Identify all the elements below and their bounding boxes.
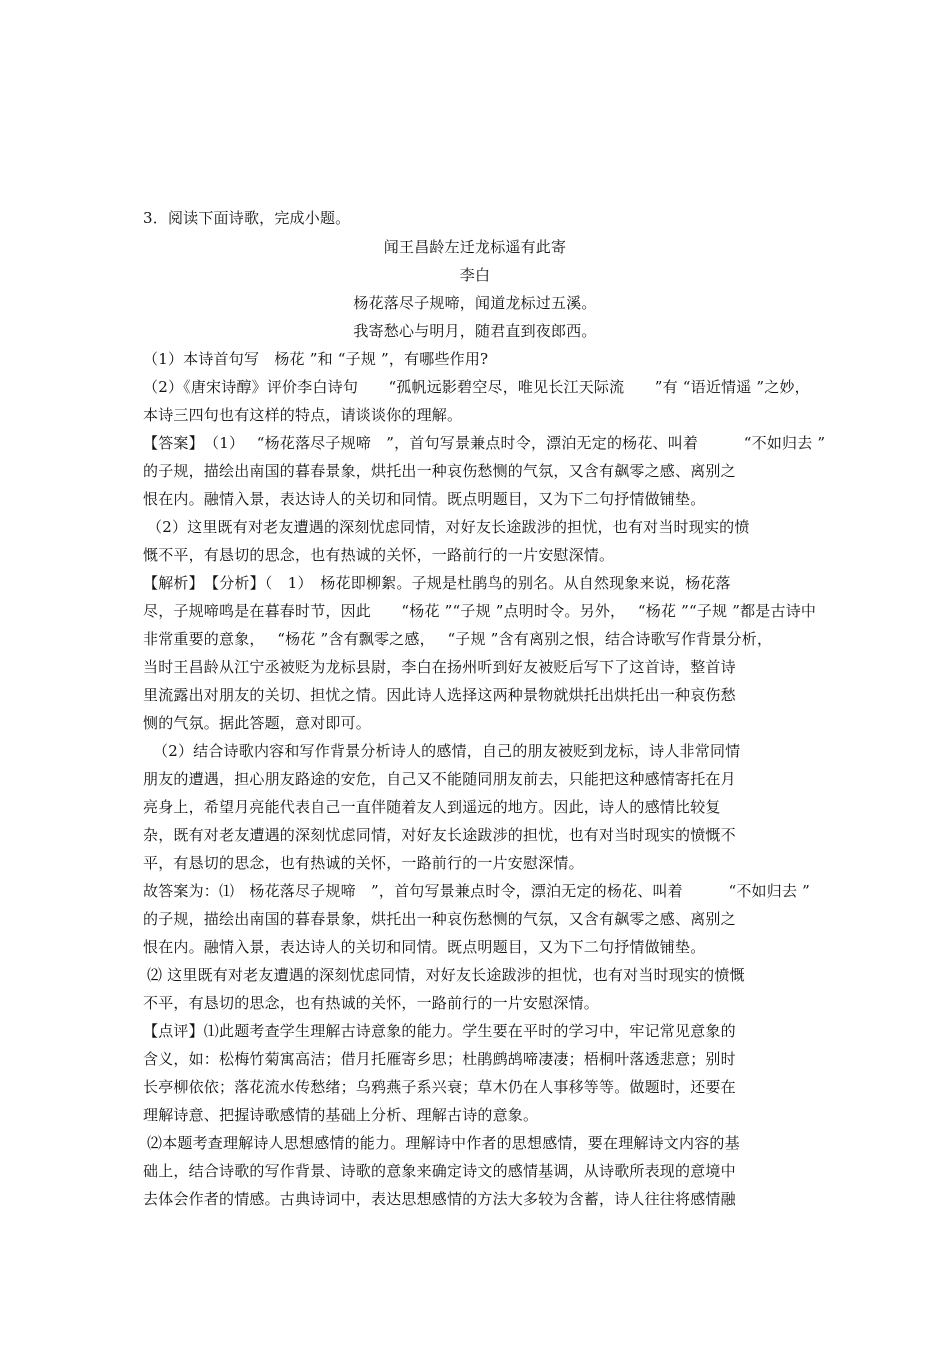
poem-title: 闻王昌龄左迁龙标遥有此寄 bbox=[383, 238, 567, 256]
answer-line: ⑵本题考查理解诗人思想感情的能力。理解诗中作者的思想感情，要在理解诗文内容的基 bbox=[147, 1134, 740, 1152]
answer-line: 理解诗意、把握诗歌感情的基础上分析、理解古诗的意象。 bbox=[143, 1106, 539, 1124]
answer-line: 尽，子规啼鸣是在暮春时节，因此 “杨花 ”“子规 ”点明时令。另外， “杨花 ”“子规 ”都是古诗中 bbox=[143, 602, 817, 620]
poem-line: 杨花落尽子规啼，闻道龙标过五溪。 bbox=[353, 294, 597, 312]
question-header: 3．阅读下面诗歌，完成小题。 bbox=[143, 209, 351, 227]
sub-question: （1）本诗首句写 杨花 ”和 “子规 ”，有哪些作用? bbox=[143, 350, 489, 368]
answer-line: 的子规，描绘出南国的暮春景象，烘托出一种哀伤愁恻的气氛，又含有飙零之感、离别之 bbox=[143, 462, 736, 480]
poem-line: 我寄愁心与明月，随君直到夜郎西。 bbox=[353, 322, 597, 340]
sub-question: （2）《唐宋诗醇》评价李白诗句 “孤帆远影碧空尽，唯见长江天际流 ”有 “语近情遥 ”之妙， bbox=[143, 378, 810, 396]
answer-line: 长亭柳依依；落花流水传愁绪；乌鸦燕子系兴衰；草木仍在人事移等等。做题时，还要在 bbox=[143, 1078, 736, 1096]
answer-line: 不平，有恳切的思念，也有热诚的关怀，一路前行的一片安慰深情。 bbox=[143, 994, 600, 1012]
answer-line: 【答案】 （1） “杨花落尽子规啼 ”，首句写景兼点时令，漂泊无定的杨花、叫着 “不如归去 ” bbox=[143, 434, 826, 452]
answer-line: 朋友的遭遇，担心朋友路途的安危，自己又不能随同朋友前去，只能把这种感情寄托在月 bbox=[143, 770, 736, 788]
answer-line: 当时王昌龄从江宁丞被贬为龙标县尉，李白在扬州听到好友被贬后写下了这首诗，整首诗 bbox=[143, 658, 736, 676]
answer-line: 恨在内。融情入景，表达诗人的关切和同情。既点明题目，又为下二句抒情做铺垫。 bbox=[143, 938, 706, 956]
answer-line: 杂，既有对老友遭遇的深刻忧虑同情，对好友长途跋涉的担忧，也有对当时现实的愤慨不 bbox=[143, 826, 736, 844]
answer-line: 含义，如：松梅竹菊寓高洁；借月托雁寄乡思；杜鹃鹧鸪啼凄凄；梧桐叶落透悲意；别时 bbox=[143, 1050, 736, 1068]
answer-line: 【点评】⑴此题考查学生理解古诗意象的能力。学生要在平时的学习中，牢记常见意象的 bbox=[143, 1022, 736, 1040]
answer-line: 非常重要的意象， “杨花 ”含有飘零之感， “子规 ”含有离别之恨，结合诗歌写作背景分析， bbox=[143, 630, 773, 648]
answer-line: （2）这里既有对老友遭遇的深刻忧虑同情，对好友长途跋涉的担忧，也有对当时现实的愤 bbox=[147, 518, 750, 536]
answer-line: （2）结合诗歌内容和写作背景分析诗人的感情，自己的朋友被贬到龙标，诗人非常同情 bbox=[153, 742, 741, 760]
answer-line: 的子规，描绘出南国的暮春景象，烘托出一种哀伤愁恻的气氛，又含有飙零之感、离别之 bbox=[143, 910, 736, 928]
answer-line: 亮身上，希望月亮能代表自己一直伴随着友人到遥远的地方。因此，诗人的感情比较复 bbox=[143, 798, 721, 816]
poem-author: 李白 bbox=[459, 266, 491, 284]
answer-line: 础上，结合诗歌的写作背景、诗歌的意象来确定诗文的感情基调，从诗歌所表现的意境中 bbox=[143, 1162, 736, 1180]
answer-line: 去体会作者的情感。古典诗词中，表达思想感情的方法大多较为含蓄，诗人往往将感情融 bbox=[143, 1190, 736, 1208]
answer-line: 恨在内。融情入景，表达诗人的关切和同情。既点明题目，又为下二句抒情做铺垫。 bbox=[143, 490, 706, 508]
answer-line: 【解析】 【分析】（ 1） 杨花即柳絮。子规是杜鹃鸟的别名。从自然现象来说，杨花落 bbox=[143, 574, 731, 592]
answer-line: 里流露出对朋友的关切、担忧之情。因此诗人选择这两种景物就烘托出烘托出一种哀伤愁 bbox=[143, 686, 736, 704]
answer-line: 故答案为：⑴ 杨花落尽子规啼 ”，首句写景兼点时令，漂泊无定的杨花、叫着 “不如归去 ” bbox=[143, 882, 810, 900]
answer-line: 慨不平，有恳切的思念，也有热诚的关怀，一路前行的一片安慰深情。 bbox=[143, 546, 615, 564]
sub-question: 本诗三四句也有这样的特点，请谈谈你的理解。 bbox=[143, 406, 463, 424]
answer-line: 恻的气氛。据此答题，意对即可。 bbox=[143, 714, 372, 732]
answer-line: 平，有恳切的思念，也有热诚的关怀，一路前行的一片安慰深情。 bbox=[143, 854, 584, 872]
answer-line: ⑵ 这里既有对老友遭遇的深刻忧虑同情，对好友长途跋涉的担忧，也有对当时现实的愤慨 bbox=[147, 966, 745, 984]
